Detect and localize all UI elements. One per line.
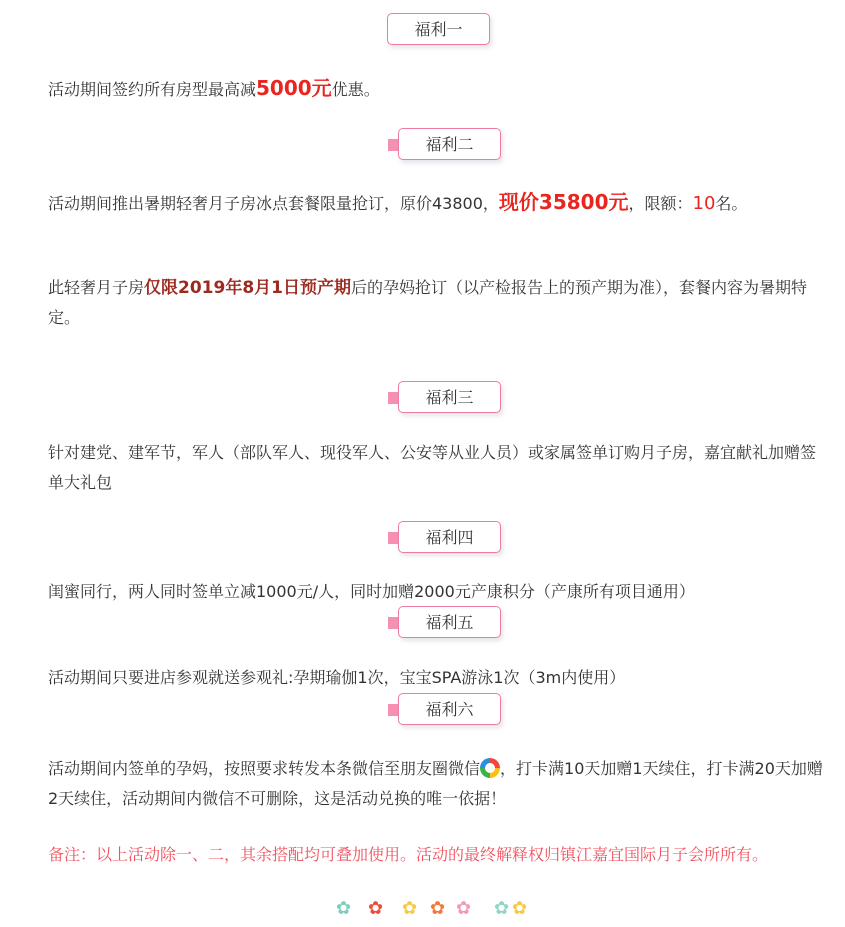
remark-note: 备注：以上活动除一、二，其余搭配均可叠加使用。活动的最终解释权归镇江嘉宜国际月子会所所有。 xyxy=(48,845,769,864)
welfare-1-text-a: 活动期间签约所有房型最高减 xyxy=(48,80,257,99)
welfare-2-text-c: ，限额： xyxy=(628,194,693,213)
welfare-1-discount: 5000元 xyxy=(256,76,332,100)
welfare-3-text: 针对建党、建军节，军人（部队军人、现役军人、公安等从业人员）或家属签单订购月子房，嘉宜献礼加赠签单大礼包 xyxy=(48,443,817,492)
flower-icon: ✿ xyxy=(336,898,352,919)
welfare-title-5: 福利五 xyxy=(398,606,501,638)
flower-icon: ✿ xyxy=(512,898,528,919)
flower-icon: ✿ xyxy=(430,898,446,919)
wechat-moments-icon xyxy=(480,758,500,778)
welfare-5-text: 活动期间只要进店参观就送参观礼:孕期瑜伽1次，宝宝SPA游泳1次（3m内使用） xyxy=(48,668,626,687)
welfare-2-text xyxy=(48,187,828,219)
welfare-title-2: 福利二 xyxy=(398,128,501,160)
welfare-2-condition-a: 此轻奢月子房 xyxy=(48,278,145,297)
welfare-4-text: 闺蜜同行，两人同时签单立减1000元/人，同时加赠2000元产康积分（产康所有项目通用） xyxy=(48,582,695,601)
flower-decoration-icon xyxy=(330,897,540,921)
welfare-6-text xyxy=(48,754,828,814)
flower-icon: ✿ xyxy=(456,898,472,919)
flower-icon: ✿ xyxy=(368,898,384,919)
welfare-1-text-c: 优惠。 xyxy=(331,80,380,99)
welfare-title-6: 福利六 xyxy=(398,693,501,725)
welfare-1-text xyxy=(48,73,828,105)
flower-icon: ✿ xyxy=(494,898,510,919)
welfare-2-price: 现价35800元 xyxy=(498,190,629,214)
welfare-2-text-e: 名。 xyxy=(715,194,748,213)
welfare-2-due-date: 仅限2019年8月1日预产期 xyxy=(144,278,351,298)
welfare-title-4: 福利四 xyxy=(398,521,501,553)
welfare-2-quota: 10 xyxy=(692,193,716,214)
welfare-2-text-a: 活动期间推出暑期轻奢月子房冰点套餐限量抢订，原价43800， xyxy=(48,194,499,213)
welfare-title-1: 福利一 xyxy=(387,13,490,45)
welfare-2-condition xyxy=(48,273,828,333)
flower-icon: ✿ xyxy=(402,898,418,919)
welfare-6-text-a: 活动期间内签单的孕妈，按照要求转发本条微信至朋友圈微信 xyxy=(48,759,481,778)
welfare-6-text-b: ，打卡满10天加赠1天续住，打卡满20天加赠2天续住，活动期间内微信不可删除，这是活动兑换的唯一依据！ xyxy=(48,759,823,808)
welfare-2-condition-c: 后的孕妈抢订（以产检报告上的预产期为准），套餐内容为暑期特定。 xyxy=(48,278,808,327)
welfare-title-3: 福利三 xyxy=(398,381,501,413)
